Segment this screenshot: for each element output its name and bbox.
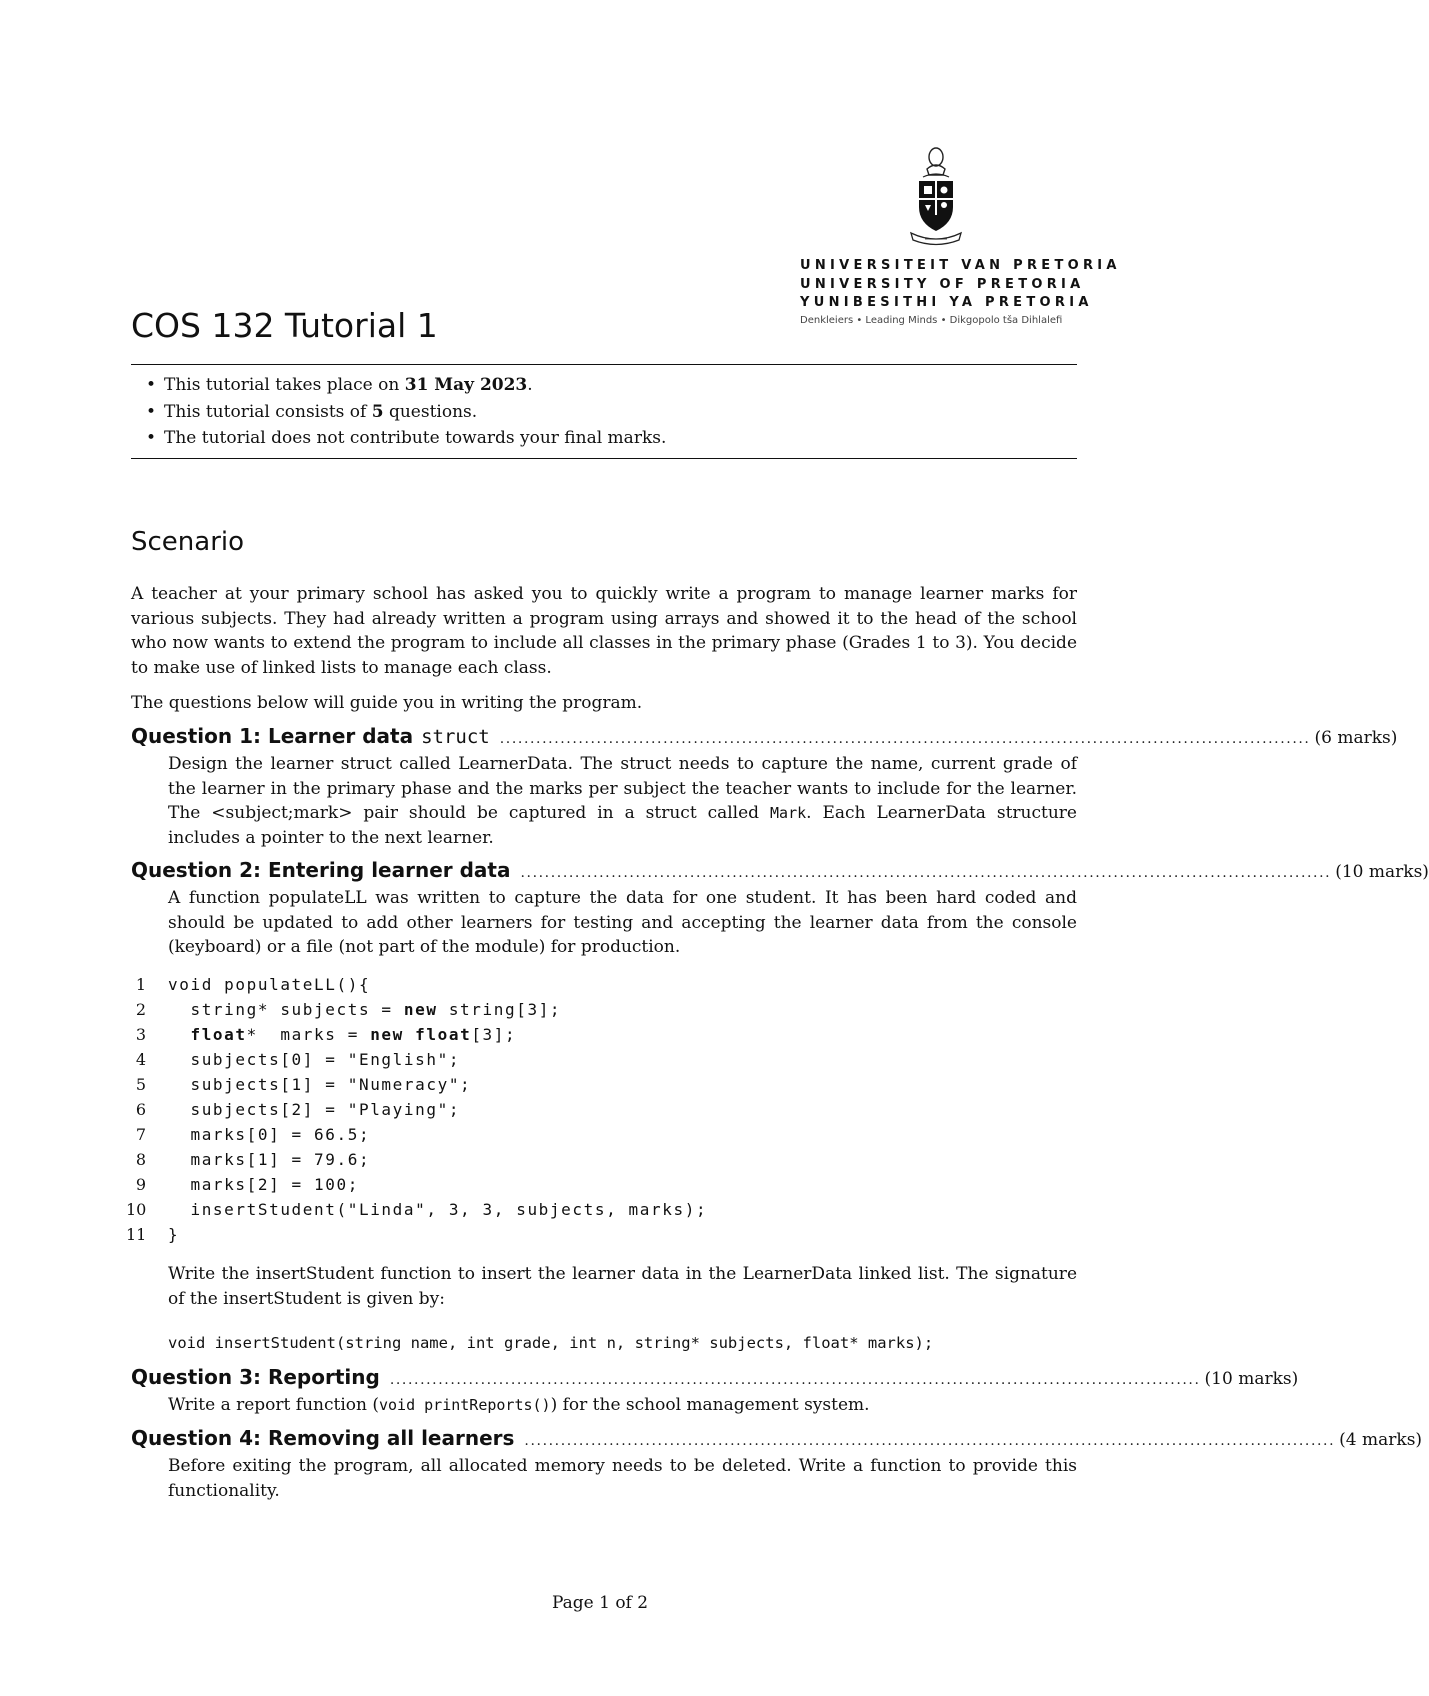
scenario-paragraph: A teacher at your primary school has asked you to quickly write a program to manage learner marks for various subjects. They had already written a program using arrays and showed it to the head of the school who now wants to extend the program to include all classes in the primary phase (Grades 1 to 3). You decide to make use of linked lists to manage each class. [131,584,1077,678]
university-motto: Denkleiers • Leading Minds • Dikgopolo tša Dihlalefi [800,315,1063,326]
page-number: Page 1 of 2 [551,1593,649,1613]
question-4-marks: (4 marks) [1339,1430,1423,1450]
code-text: float* marks = new float[3]; [190,1025,517,1044]
info-item-date: • This tutorial takes place on 31 May 2023. [150,372,666,399]
question-3-heading [131,1365,1299,1389]
line-number: 8 [135,1150,146,1169]
line-number: 6 [135,1100,146,1119]
code-text: subjects[0] = "English"; [168,1050,461,1069]
page-title: COS 132 Tutorial 1 [131,306,438,345]
bottom-rule [131,458,1077,459]
question-4-body: Before exiting the program, all allocated memory needs to be deleted. Write a function to provide this functionality. [168,1456,1077,1501]
question-1-heading [131,724,1398,748]
line-number: 9 [135,1175,146,1194]
info-list [150,372,666,452]
question-2-heading [131,858,1429,882]
question-1-title-code: struct [421,726,490,748]
dot-leader: ...................................................................................................................................... [499,731,1311,747]
university-crest-logo [905,145,967,247]
university-name-english: UNIVERSITY OF PRETORIA [800,277,1085,292]
question-1-title: Question 1: Learner data [131,724,414,748]
function-signature: void insertStudent(string name, int grade, int n, string* subjects, float* marks); [168,1334,934,1352]
code-text: } [168,1225,180,1244]
scenario-guide: The questions below will guide you in writing the program. [131,693,643,713]
university-name-sepedi: YUNIBESITHI YA PRETORIA [800,295,1093,310]
line-number: 7 [135,1125,146,1144]
code-text: marks[0] = 66.5; [168,1125,371,1144]
info-item-marks: • The tutorial does not contribute towards your final marks. [150,425,666,452]
line-number: 2 [135,1000,146,1019]
question-2-title: Question 2: Entering learner data [131,858,511,882]
code-text: marks[1] = 79.6; [168,1150,371,1169]
question-2-body: A function populateLL was written to capture the data for one student. It has been hard coded and should be updated to add other learners for testing and accepting the learner data from the console (keyboard) or a file (not part of the module) for production. [168,888,1077,957]
question-1-body: Design the learner struct called LearnerData. The struct needs to capture the name, current grade of the learner in the primary phase and the marks per subject the teacher wants to include for the learner. The <subject;mark> pair should be captured in a struct called Mark. Each LearnerData structure includes a pointer to the next learner. [168,754,1077,848]
dot-leader: ...................................................................................................................................... [389,1372,1201,1388]
question-4-heading [131,1426,1423,1450]
info-item-questions: • This tutorial consists of 5 questions. [150,399,666,426]
question-2-after-code: Write the insertStudent function to insert the learner data in the LearnerData linked list. The signature of the insertStudent is given by: [168,1264,1077,1309]
question-1-marks: (6 marks) [1314,728,1398,748]
question-4-title: Question 4: Removing all learners [131,1426,515,1450]
code-text: subjects[1] = "Numeracy"; [168,1075,472,1094]
scenario-heading: Scenario [131,527,245,557]
question-3-marks: (10 marks) [1204,1369,1299,1389]
code-text: marks[2] = 100; [168,1175,359,1194]
line-number: 3 [135,1025,146,1044]
line-number: 4 [135,1050,146,1069]
question-3-title: Question 3: Reporting [131,1365,380,1389]
top-rule [131,364,1077,365]
university-name-afrikaans: UNIVERSITEIT VAN PRETORIA [800,258,1121,273]
code-text: string* subjects = new string[3]; [168,1000,562,1019]
code-text: insertStudent("Linda", 3, 3, subjects, marks); [168,1200,708,1219]
line-number: 5 [135,1075,146,1094]
question-3-body: Write a report function (void printReports()) for the school management system. [168,1395,870,1415]
dot-leader: ...................................................................................................................................... [524,1433,1336,1449]
line-number: 1 [135,975,146,994]
dot-leader: ...................................................................................................................................... [520,865,1332,881]
code-text: void populateLL(){ [168,975,371,994]
line-number: 10 [126,1200,147,1219]
line-number: 11 [126,1225,147,1244]
code-text: subjects[2] = "Playing"; [168,1100,461,1119]
question-2-marks: (10 marks) [1335,862,1429,882]
